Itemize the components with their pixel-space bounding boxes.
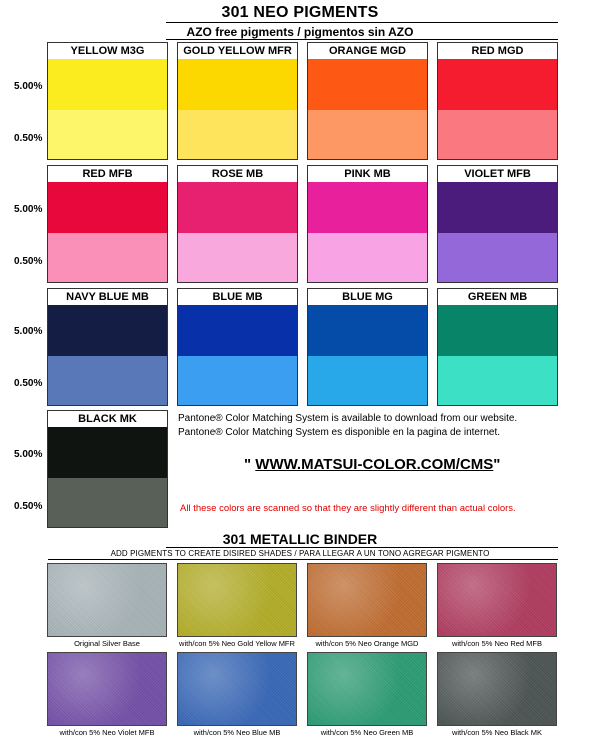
metallic-caption: with/con 5% Neo Gold Yellow MFR xyxy=(179,639,295,648)
metallic-caption: with/con 5% Neo Black MK xyxy=(451,728,543,737)
pigment-card xyxy=(437,165,558,283)
pigment-card xyxy=(47,410,168,528)
swatch-0-5-percent xyxy=(308,356,427,405)
pantone-info xyxy=(178,412,558,440)
row-label-low: 0.50% xyxy=(14,501,43,512)
row-label-high: 5.00% xyxy=(14,449,43,460)
pantone-spanish: Pantone® Color Matching System es disponible en la pagina de internet. xyxy=(178,427,501,438)
pigment-name: RED MFB xyxy=(82,168,133,180)
pigment-name: GREEN MB xyxy=(467,291,528,303)
swatch-5-percent xyxy=(48,305,167,356)
metallic-swatch xyxy=(177,563,297,637)
pigment-name: RED MGD xyxy=(471,45,524,57)
page-title: 301 NEO PIGMENTS xyxy=(221,4,379,21)
page-subtitle: AZO free pigments / pigmentos sin AZO xyxy=(186,25,414,39)
metallic-caption: with/con 5% Neo Blue MB xyxy=(193,728,281,737)
metallic-swatch xyxy=(307,563,427,637)
swatch-5-percent xyxy=(438,182,557,233)
metallic-caption: with/con 5% Neo Violet MFB xyxy=(59,728,155,737)
metallic-title: 301 METALLIC BINDER xyxy=(222,531,378,547)
metallic-subtitle: ADD PIGMENTS TO CREATE DISIRED SHADES / PARA LLEGAR A UN TONO AGREGAR PIGMENTO xyxy=(110,549,490,558)
pigment-card xyxy=(177,42,298,160)
swatch-5-percent xyxy=(438,59,557,110)
pigment-card xyxy=(177,288,298,406)
pantone-english: Pantone® Color Matching System is available to download from our website. xyxy=(178,413,518,424)
pigment-card xyxy=(307,288,428,406)
pigment-name: ROSE MB xyxy=(211,168,264,180)
swatch-5-percent xyxy=(308,59,427,110)
pigment-name: PINK MB xyxy=(344,168,391,180)
swatch-0-5-percent xyxy=(48,356,167,405)
metallic-caption: Original Silver Base xyxy=(74,639,140,648)
pigment-name: ORANGE MGD xyxy=(329,45,406,57)
pigment-card xyxy=(437,42,558,160)
swatch-5-percent xyxy=(178,182,297,233)
swatch-5-percent xyxy=(308,305,427,356)
metallic-caption: with/con 5% Neo Orange MGD xyxy=(315,639,419,648)
swatch-5-percent xyxy=(308,182,427,233)
metallic-swatch xyxy=(47,652,167,726)
subtitle-underline xyxy=(166,39,558,40)
pigment-card xyxy=(47,288,168,406)
metallic-subtitle-underline xyxy=(48,559,558,560)
swatch-0-5-percent xyxy=(438,110,557,159)
pigment-card xyxy=(177,165,298,283)
pigment-name: YELLOW M3G xyxy=(70,45,145,57)
website-link[interactable]: WWW.MATSUI-COLOR.COM/CMS xyxy=(255,456,494,473)
metallic-swatch xyxy=(177,652,297,726)
swatch-0-5-percent xyxy=(308,110,427,159)
pigment-card xyxy=(437,288,558,406)
row-label-low: 0.50% xyxy=(14,378,43,389)
metallic-swatch xyxy=(307,652,427,726)
row-label-low: 0.50% xyxy=(14,256,43,267)
swatch-0-5-percent xyxy=(438,356,557,405)
pigment-name: GOLD YELLOW MFR xyxy=(183,45,292,57)
swatch-5-percent xyxy=(48,182,167,233)
row-label-low: 0.50% xyxy=(14,133,43,144)
swatch-0-5-percent xyxy=(438,233,557,282)
title-underline xyxy=(166,22,558,23)
pigment-card xyxy=(47,165,168,283)
row-label-high: 5.00% xyxy=(14,81,43,92)
pigment-card xyxy=(307,42,428,160)
url-close-quote: " xyxy=(493,456,501,473)
website-line xyxy=(244,456,500,473)
metallic-caption: with/con 5% Neo Green MB xyxy=(320,728,414,737)
row-label-high: 5.00% xyxy=(14,204,43,215)
metallic-swatch xyxy=(47,563,167,637)
pigment-card xyxy=(47,42,168,160)
swatch-5-percent xyxy=(48,427,167,478)
swatch-0-5-percent xyxy=(178,110,297,159)
swatch-5-percent xyxy=(48,59,167,110)
metallic-swatch xyxy=(437,563,557,637)
swatch-0-5-percent xyxy=(48,478,167,527)
url-open-quote: " xyxy=(244,456,256,473)
color-disclaimer: All these colors are scanned so that they are slightly different than actual colors. xyxy=(180,503,516,514)
pigment-name: BLUE MG xyxy=(342,291,393,303)
pigment-name: BLACK MK xyxy=(78,413,137,425)
swatch-5-percent xyxy=(178,59,297,110)
metallic-caption: with/con 5% Neo Red MFB xyxy=(451,639,543,648)
pigment-name: NAVY BLUE MB xyxy=(66,291,149,303)
swatch-5-percent xyxy=(178,305,297,356)
metallic-title-underline xyxy=(166,547,558,548)
swatch-0-5-percent xyxy=(178,233,297,282)
swatch-0-5-percent xyxy=(178,356,297,405)
pigment-card xyxy=(307,165,428,283)
pigment-name: BLUE MB xyxy=(212,291,263,303)
row-label-high: 5.00% xyxy=(14,326,43,337)
swatch-5-percent xyxy=(438,305,557,356)
pigment-name: VIOLET MFB xyxy=(464,168,531,180)
metallic-swatch xyxy=(437,652,557,726)
swatch-0-5-percent xyxy=(48,110,167,159)
swatch-0-5-percent xyxy=(48,233,167,282)
swatch-0-5-percent xyxy=(308,233,427,282)
